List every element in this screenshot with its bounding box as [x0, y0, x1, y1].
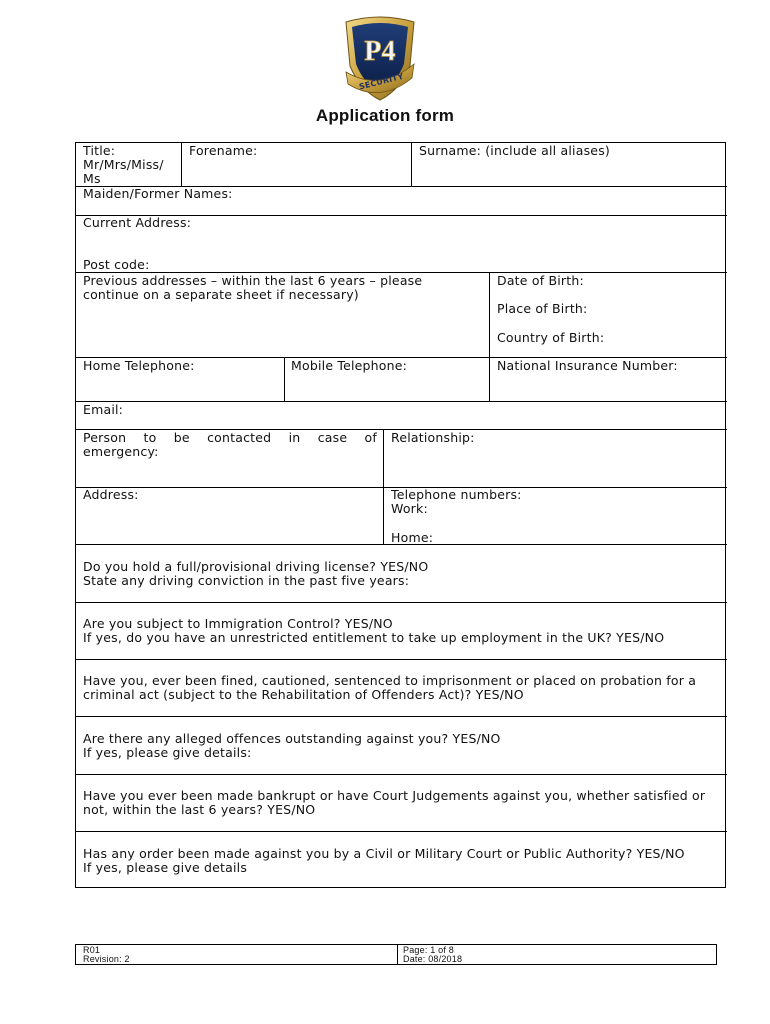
mobile-telephone-label: Mobile Telephone:: [291, 358, 408, 373]
home-telephone-label: Home Telephone:: [83, 358, 195, 373]
emergency-word: be: [173, 430, 190, 445]
current-address-label: Current Address:: [83, 215, 192, 230]
date-of-birth-label: Date of Birth:: [497, 273, 584, 288]
title-label-line3: Ms: [83, 171, 101, 186]
driving-conviction-question: State any driving conviction in the past five years:: [83, 573, 410, 588]
maiden-names-label: Maiden/Former Names:: [83, 186, 233, 201]
emergency-word: contacted: [207, 430, 272, 445]
emergency-address-label: Address:: [83, 487, 139, 502]
surname-label: Surname: (include all aliases): [419, 143, 610, 158]
footer-reference: R01: [83, 945, 101, 955]
home-telephone-contact-label: Home:: [391, 530, 434, 545]
email-label: Email:: [83, 402, 124, 417]
previous-addresses-label-line1: Previous addresses – within the last 6 years – please: [83, 273, 423, 288]
emergency-word: Person: [83, 430, 127, 445]
bankruptcy-question-line2: not, within the last 6 years? YES/NO: [83, 802, 316, 817]
place-of-birth-label: Place of Birth:: [497, 301, 588, 316]
company-logo: [340, 14, 420, 104]
title-label-line2: Mr/Mrs/Miss/: [83, 157, 164, 172]
alleged-offences-question: Are there any alleged offences outstanding against you? YES/NO: [83, 731, 501, 746]
relationship-label: Relationship:: [391, 430, 475, 445]
criminal-record-question-line1: Have you, ever been fined, cautioned, sentenced to imprisonment or placed on probation for a: [83, 673, 697, 688]
alleged-offences-details: If yes, please give details:: [83, 745, 252, 760]
footer-page-number: Page: 1 of 8: [403, 945, 454, 955]
logo-text: P4: [364, 36, 396, 67]
work-telephone-label: Work:: [391, 501, 428, 516]
logo-ribbon-text: SECURITY: [358, 71, 405, 92]
country-of-birth-label: Country of Birth:: [497, 330, 605, 345]
previous-addresses-label-line2: continue on a separate sheet if necessary): [83, 287, 359, 302]
emergency-word: to: [143, 430, 157, 445]
emergency-word: of: [364, 430, 377, 445]
bankruptcy-question-line1: Have you ever been made bankrupt or have Court Judgements against you, whether satisfied or: [83, 788, 706, 803]
emergency-contact-label-line2: emergency:: [83, 444, 159, 459]
page-title: Application form: [315, 106, 455, 125]
driving-license-question: Do you hold a full/provisional driving license? YES/NO: [83, 559, 429, 574]
national-insurance-label: National Insurance Number:: [497, 358, 678, 373]
telephone-numbers-label: Telephone numbers:: [391, 487, 522, 502]
immigration-question: Are you subject to Immigration Control? YES/NO: [83, 616, 393, 631]
title-label-line1: Title:: [83, 143, 116, 158]
court-order-details: If yes, please give details: [83, 860, 248, 875]
emergency-word: in: [288, 430, 301, 445]
employment-entitlement-question: If yes, do you have an unrestricted entitlement to take up employment in the UK? YES/NO: [83, 630, 665, 645]
document-footer: [75, 944, 717, 965]
application-form-table: [75, 142, 726, 888]
footer-date: Date: 08/2018: [403, 954, 463, 964]
court-order-question: Has any order been made against you by a Civil or Military Court or Public Authority? YES/NO: [83, 846, 685, 861]
footer-revision: Revision: 2: [83, 954, 130, 964]
emergency-word: case: [317, 430, 348, 445]
criminal-record-question-line2: criminal act (subject to the Rehabilitation of Offenders Act)? YES/NO: [83, 687, 524, 702]
forename-label: Forename:: [189, 143, 258, 158]
postcode-label: Post code:: [83, 257, 150, 272]
